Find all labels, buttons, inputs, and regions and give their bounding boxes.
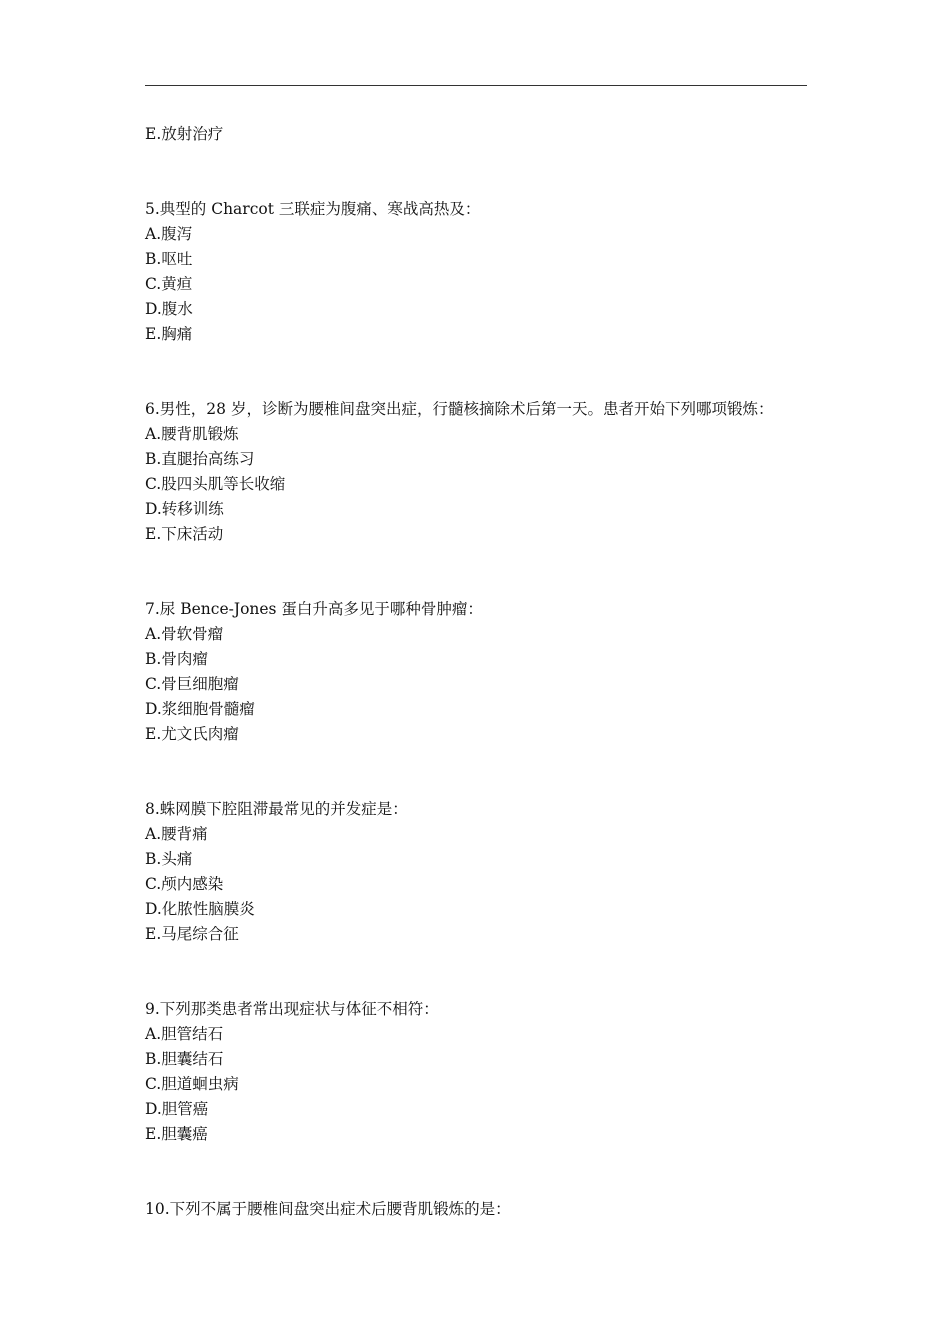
question-stem: 5.典型的 Charcot 三联症为腹痛、寒战高热及：	[145, 200, 481, 218]
option-c: C.骨巨细胞瘤	[145, 675, 239, 693]
option-a: A.骨软骨瘤	[145, 625, 224, 643]
question-stem: 6.男性，28 岁，诊断为腰椎间盘突出症，行髓核摘除术后第一天。患者开始下列哪项锻炼：	[145, 400, 774, 418]
option-e: E.胸痛	[145, 325, 193, 343]
question-8	[145, 797, 825, 947]
question-stem: 7.尿 Bence-Jones 蛋白升高多见于哪种骨肿瘤：	[145, 600, 483, 618]
option-e: E.马尾综合征	[145, 925, 239, 943]
question-stem: 10.下列不属于腰椎间盘突出症术后腰背肌锻炼的是：	[145, 1200, 511, 1218]
option-b: B.胆囊结石	[145, 1050, 224, 1068]
option-d: D.浆细胞骨髓瘤	[145, 700, 255, 718]
document-body	[145, 122, 825, 1222]
question-7	[145, 597, 825, 747]
option-d: D.腹水	[145, 300, 193, 318]
option-e: E.尤文氏肉瘤	[145, 725, 239, 743]
question-stem: 9.下列那类患者常出现症状与体征不相符：	[145, 1000, 439, 1018]
option-a: A.腹泻	[145, 225, 193, 243]
question-5	[145, 197, 825, 347]
question-stem: 8.蛛网膜下腔阻滞最常见的并发症是：	[145, 800, 408, 818]
option-e: E.下床活动	[145, 525, 224, 543]
option-c: C.胆道蛔虫病	[145, 1075, 239, 1093]
option-a: A.胆管结石	[145, 1025, 224, 1043]
option-a: A.腰背痛	[145, 825, 208, 843]
option-d: D.转移训练	[145, 500, 224, 518]
option-a: A.腰背肌锻炼	[145, 425, 239, 443]
option-d: D.化脓性脑膜炎	[145, 900, 255, 918]
option-c: C.黄疸	[145, 275, 193, 293]
option-d: D.胆管癌	[145, 1100, 209, 1118]
option-b: B.呕吐	[145, 250, 193, 268]
question-9	[145, 997, 825, 1147]
option-b: B.头痛	[145, 850, 193, 868]
option-e: E.胆囊癌	[145, 1125, 208, 1143]
option-b: B.骨肉瘤	[145, 650, 208, 668]
header-rule	[145, 85, 807, 86]
option-text: E.放射治疗	[145, 125, 224, 143]
option-c: C.股四头肌等长收缩	[145, 475, 286, 493]
option-b: B.直腿抬高练习	[145, 450, 255, 468]
question-10	[145, 1197, 825, 1222]
option-c: C.颅内感染	[145, 875, 224, 893]
question-6	[145, 397, 825, 547]
